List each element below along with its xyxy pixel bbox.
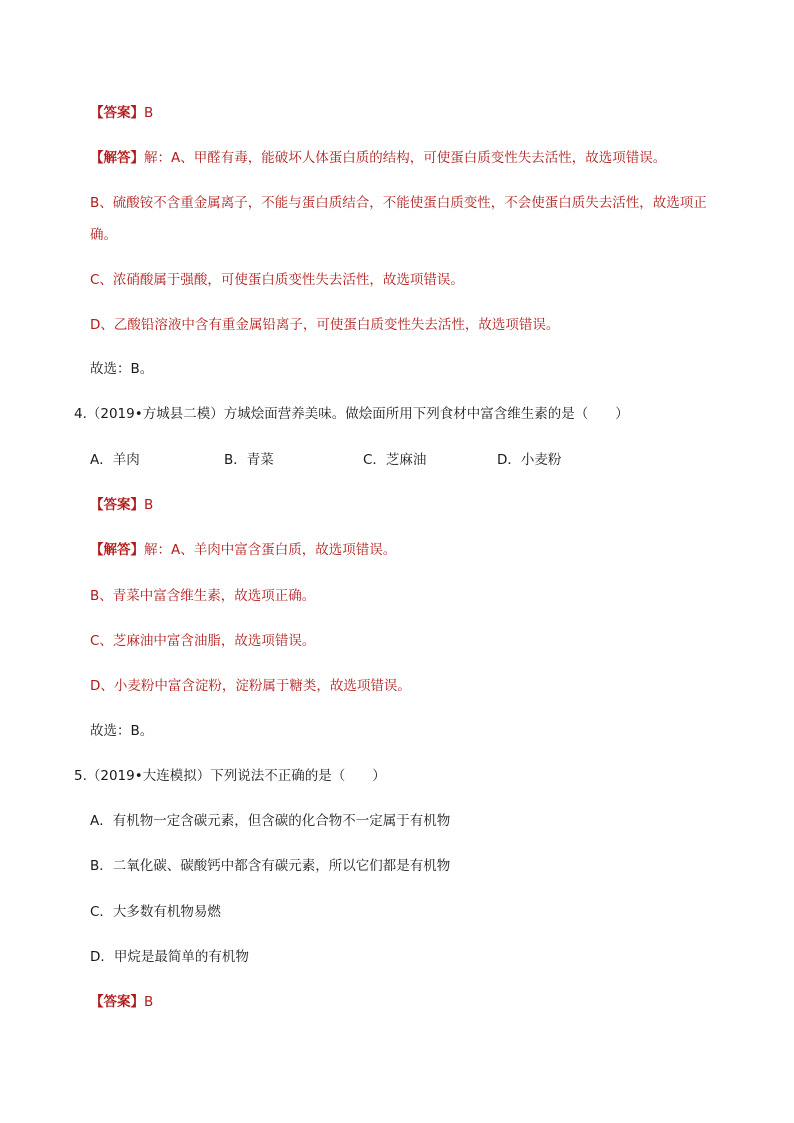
analysis-b-line1: B、硫酸铵不含重金属离子，不能与蛋白质结合，不能使蛋白质变性，不会使蛋白质失去活性，故选项正 [90, 195, 707, 211]
answer-value: B [144, 994, 154, 1010]
q4-analysis-c: C、芝麻油中富含油脂，故选项错误。 [90, 633, 316, 649]
answer-line-q5 [90, 993, 153, 1011]
q4-analysis-b: B、青菜中富含维生素，故选项正确。 [90, 588, 316, 604]
q5-option-a: A．有机物一定含碳元素，但含碳的化合物不一定属于有机物 [90, 813, 451, 829]
analysis-line-q4 [90, 541, 396, 559]
q4-option-c: C．芝麻油 [363, 452, 427, 468]
analysis-label: 【解答】 [90, 150, 144, 166]
conclusion-q4: 故选：B。 [90, 723, 154, 739]
q4-option-b: B．青菜 [224, 452, 274, 468]
analysis-c: C、浓硝酸属于强酸，可使蛋白质变性失去活性，故选项错误。 [90, 272, 464, 288]
answer-label: 【答案】 [90, 105, 144, 121]
q5-option-c: C．大多数有机物易燃 [90, 904, 221, 920]
analysis-d: D、乙酸铅溶液中含有重金属铅离子，可使蛋白质变性失去活性，故选项错误。 [90, 317, 560, 333]
analysis-intro: 解：A、甲醛有毒，能破坏人体蛋白质的结构，可使蛋白质变性失去活性，故选项错误。 [144, 150, 667, 166]
answer-value: B [144, 497, 154, 513]
answer-label: 【答案】 [90, 994, 144, 1010]
q4-option-d: D．小麦粉 [497, 452, 562, 468]
q4-option-a: A．羊肉 [90, 452, 140, 468]
q5-option-b: B．二氧化碳、碳酸钙中都含有碳元素，所以它们都是有机物 [90, 858, 451, 874]
q4-analysis-d: D、小麦粉中富含淀粉，淀粉属于糖类，故选项错误。 [90, 678, 411, 694]
analysis-label: 【解答】 [90, 542, 144, 558]
answer-line-q3 [90, 104, 153, 122]
analysis-b-line2: 确。 [90, 227, 117, 243]
answer-value: B [144, 105, 154, 121]
conclusion-q3: 故选：B。 [90, 361, 154, 377]
analysis-line-q3 [90, 149, 666, 167]
question-5-stem: 5.（2019•大连模拟）下列说法不正确的是（ ） [74, 768, 386, 784]
analysis-intro: 解：A、羊肉中富含蛋白质，故选项错误。 [144, 542, 397, 558]
q5-option-d: D．甲烷是最简单的有机物 [90, 949, 249, 965]
answer-line-q4 [90, 496, 153, 514]
answer-label: 【答案】 [90, 497, 144, 513]
question-4-stem: 4.（2019•方城县二模）方城烩面营养美味。做烩面所用下列食材中富含维生素的是（ ） [74, 406, 629, 422]
